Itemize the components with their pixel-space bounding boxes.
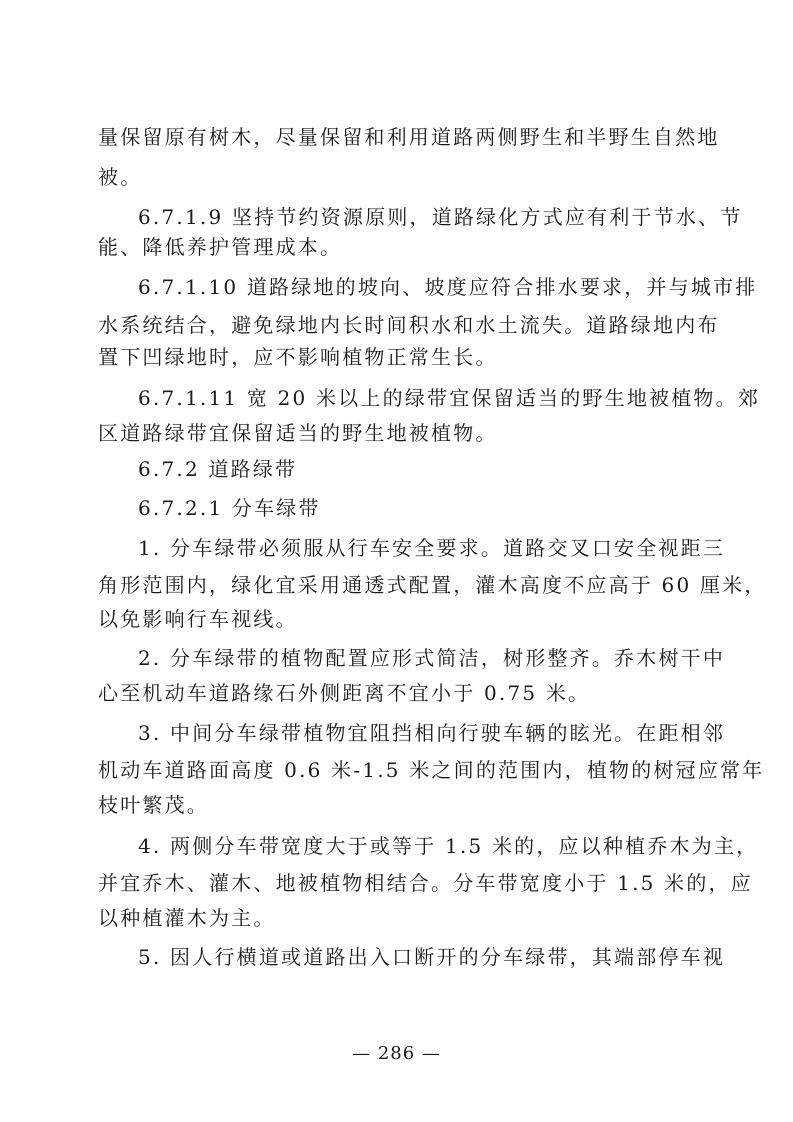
item-3-line-3: 枝叶繁茂。 (98, 793, 209, 817)
clause-6-7-1-10-line-2: 水系统结合，避免绿地内长时间积水和水土流失。道路绿地内布 (98, 313, 720, 337)
clause-6-7-1-10-line-1: 6.7.1.10 道路绿地的坡向、坡度应符合排水要求，并与城市排 (138, 275, 758, 299)
item-1-line-3: 以免影响行车视线。 (98, 607, 298, 631)
text-line: 被。 (98, 165, 143, 189)
item-1-line-1: 1. 分车绿带必须服从行车安全要求。道路交叉口安全视距三 (138, 536, 726, 560)
clause-6-7-1-11-line-1: 6.7.1.11 宽 20 米以上的绿带宜保留适当的野生地被植物。郊 (138, 386, 761, 410)
clause-6-7-1-10-line-3: 置下凹绿地时，应不影响植物正常生长。 (98, 345, 498, 369)
item-2-line-2: 心至机动车道路缘石外侧距离不宜小于 0.75 米。 (98, 681, 591, 705)
item-2-line-1: 2. 分车绿带的植物配置应形式简洁，树形整齐。乔木树干中 (138, 646, 726, 670)
item-3-line-1: 3. 中间分车绿带植物宜阻挡相向行驶车辆的眩光。在距相邻 (138, 721, 726, 745)
clause-6-7-1-9-line-1: 6.7.1.9 坚持节约资源原则，道路绿化方式应有利于节水、节 (138, 205, 743, 229)
text-line: 量保留原有树木，尽量保留和利用道路两侧野生和半野生自然地 (98, 125, 720, 149)
item-4-line-2: 并宜乔木、灌木、地被植物相结合。分车带宽度小于 1.5 米的，应 (98, 871, 753, 895)
section-heading-6-7-2: 6.7.2 道路绿带 (138, 457, 298, 481)
item-4-line-1: 4. 两侧分车带宽度大于或等于 1.5 米的，应以种植乔木为主， (138, 834, 759, 858)
item-1-line-2: 角形范围内，绿化宜采用通透式配置，灌木高度不应高于 60 厘米， (98, 573, 767, 597)
clause-6-7-1-11-line-2: 区道路绿带宜保留适当的野生地被植物。 (98, 421, 498, 445)
item-5-line-1: 5. 因人行横道或道路出入口断开的分车绿带，其端部停车视 (138, 945, 726, 969)
section-heading-6-7-2-1: 6.7.2.1 分车绿带 (138, 496, 321, 520)
item-4-line-3: 以种植灌木为主。 (98, 906, 276, 930)
clause-6-7-1-9-line-2: 能、降低养护管理成本。 (98, 235, 343, 259)
page-number: — 286 — (352, 1043, 441, 1064)
item-3-line-2: 机动车道路面高度 0.6 米-1.5 米之间的范围内，植物的树冠应常年 (98, 758, 765, 782)
